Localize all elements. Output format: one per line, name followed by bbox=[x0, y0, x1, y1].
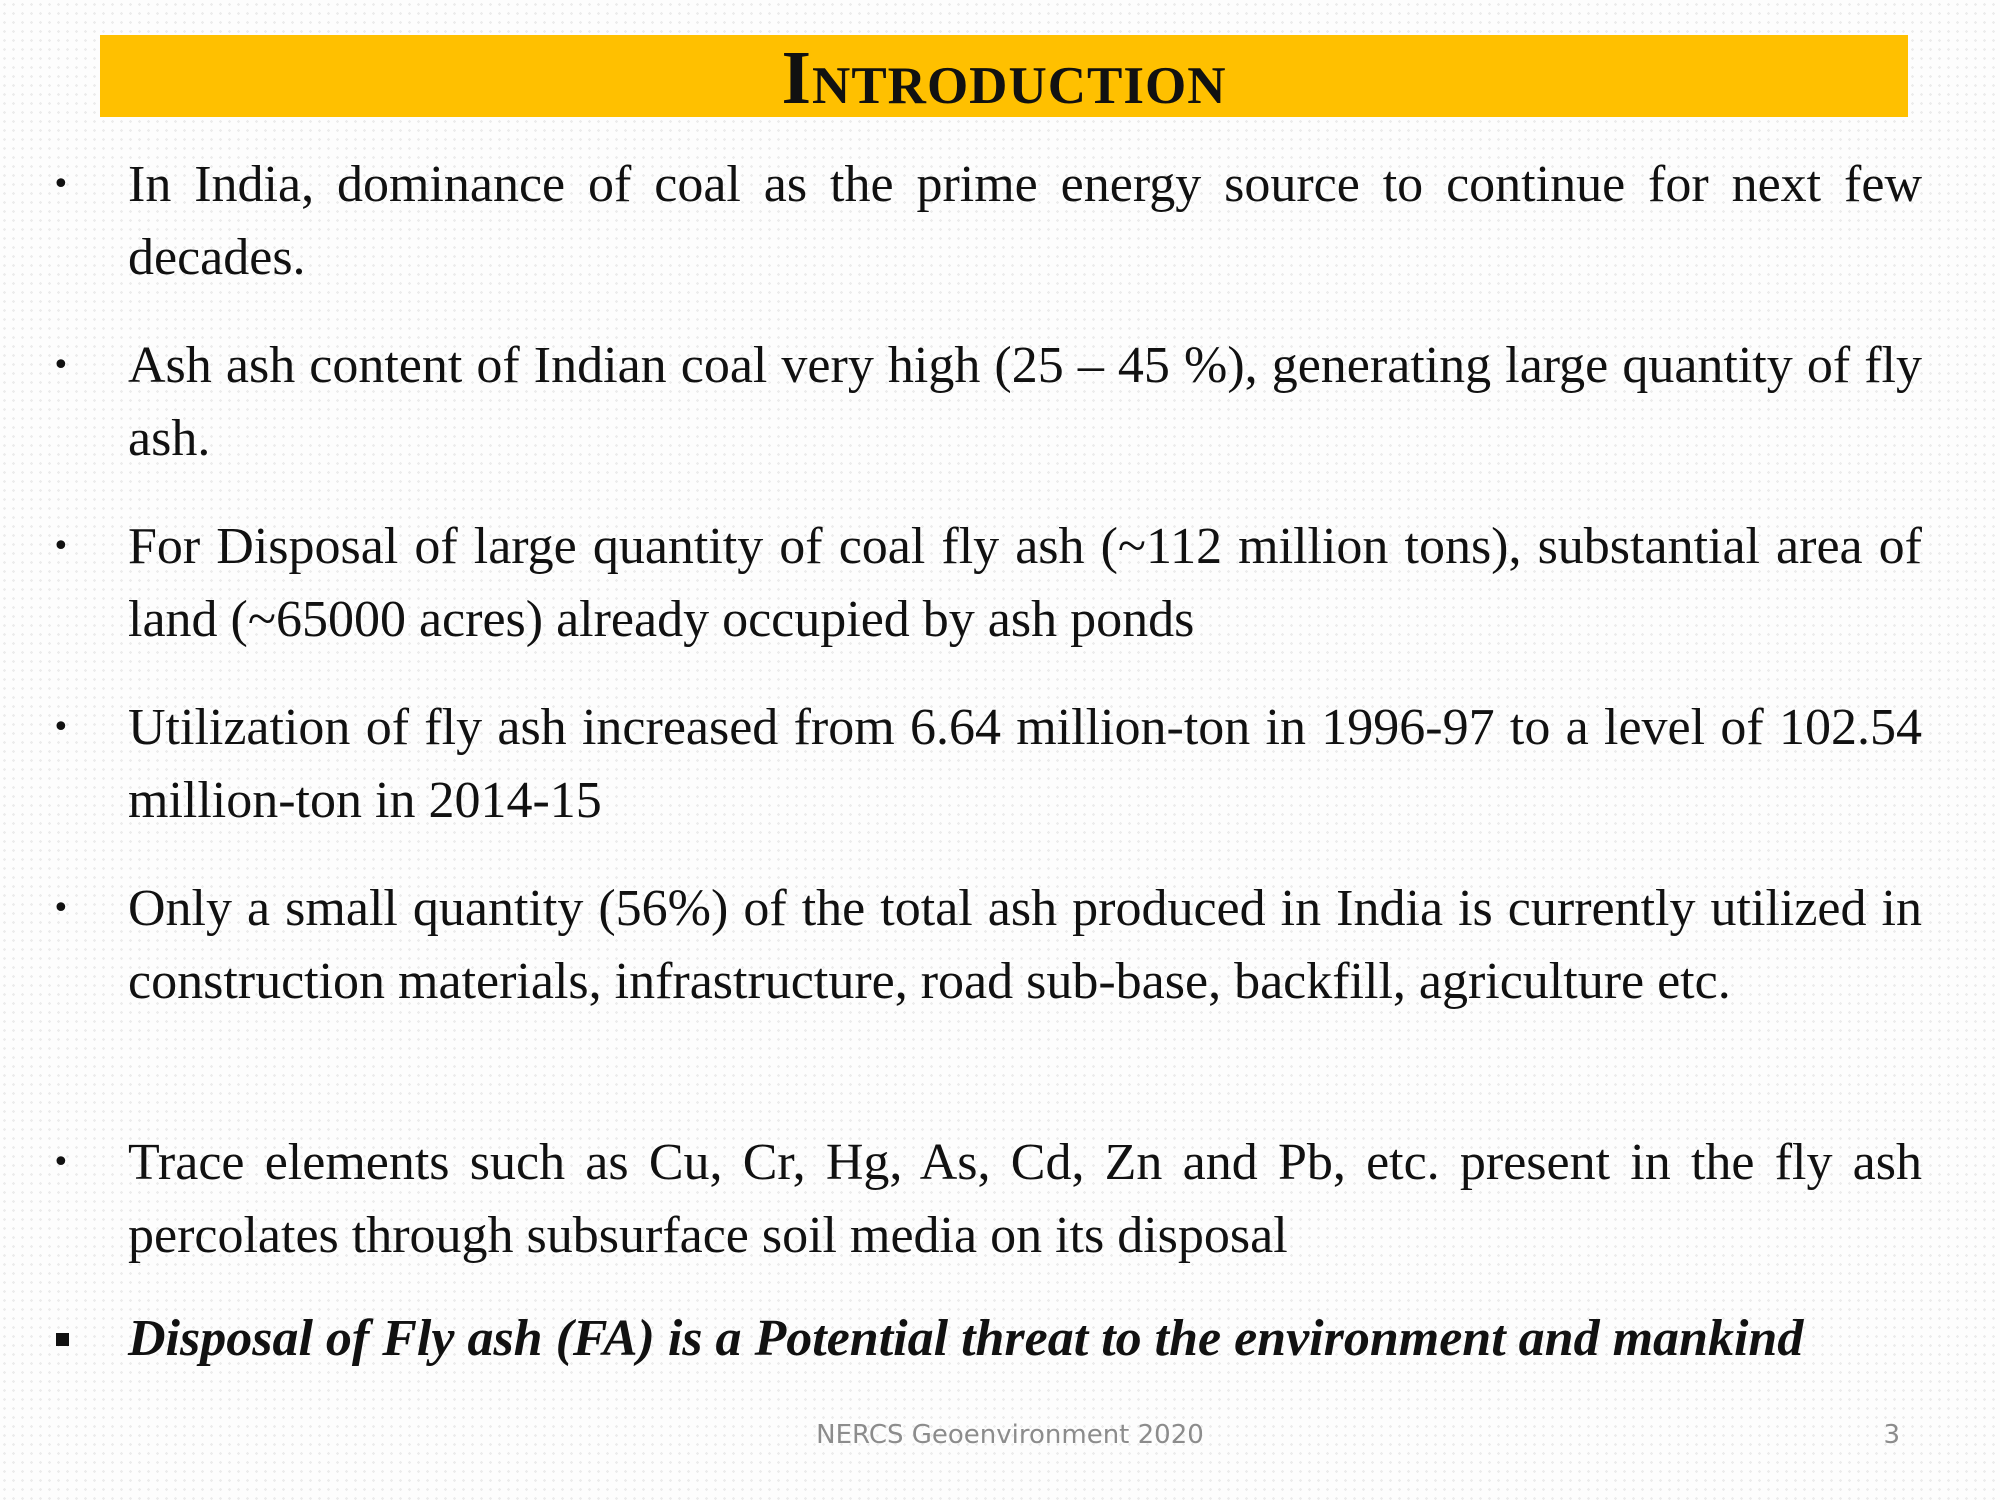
bullet-item bbox=[52, 148, 1922, 294]
slide-footer: NERCS Geoenvironment 2020 bbox=[816, 1420, 1204, 1450]
slide-title: Introduction bbox=[781, 36, 1227, 120]
bullet-icon: • bbox=[52, 1145, 70, 1180]
bullet-text: Trace elements such as Cu, Cr, Hg, As, Cd, Zn and Pb, etc. present in the fly ash percolates through subsurface soil media on its disposal bbox=[128, 1134, 1922, 1264]
bullet-item bbox=[52, 1126, 1922, 1272]
bullet-icon: • bbox=[52, 710, 70, 745]
bullet-text: Ash ash content of Indian coal very high (25 – 45 %), generating large quantity of fly ash. bbox=[128, 337, 1922, 467]
bullet-icon: • bbox=[52, 529, 70, 564]
bullet-icon: • bbox=[52, 891, 70, 926]
bullet-item bbox=[52, 691, 1922, 837]
emphasis-item bbox=[128, 1306, 1922, 1372]
bullet-text: Utilization of fly ash increased from 6.64 million-ton in 1996-97 to a level of 102.54 million-ton in 2014-15 bbox=[128, 699, 1922, 829]
bullet-icon: • bbox=[52, 167, 70, 202]
bullet-item bbox=[52, 510, 1922, 656]
bullet-item bbox=[52, 329, 1922, 475]
bullet-text: For Disposal of large quantity of coal fly ash (~112 million tons), substantial area of land (~65000 acres) already occupied by ash ponds bbox=[128, 518, 1922, 648]
bullet-icon: • bbox=[52, 348, 70, 383]
emphasis-text: Disposal of Fly ash (FA) is a Potential threat to the environment and mankind bbox=[128, 1310, 1804, 1367]
page-number: 3 bbox=[1883, 1420, 1900, 1450]
bullet-text: In India, dominance of coal as the prime energy source to continue for next few decades. bbox=[128, 156, 1922, 286]
bullet-text: Only a small quantity (56%) of the total ash produced in India is currently utilized in construction materials, infrastructure, road sub-base, backfill, agriculture etc. bbox=[128, 880, 1922, 1010]
square-bullet-icon bbox=[56, 1333, 69, 1346]
bullet-item bbox=[52, 872, 1922, 1018]
